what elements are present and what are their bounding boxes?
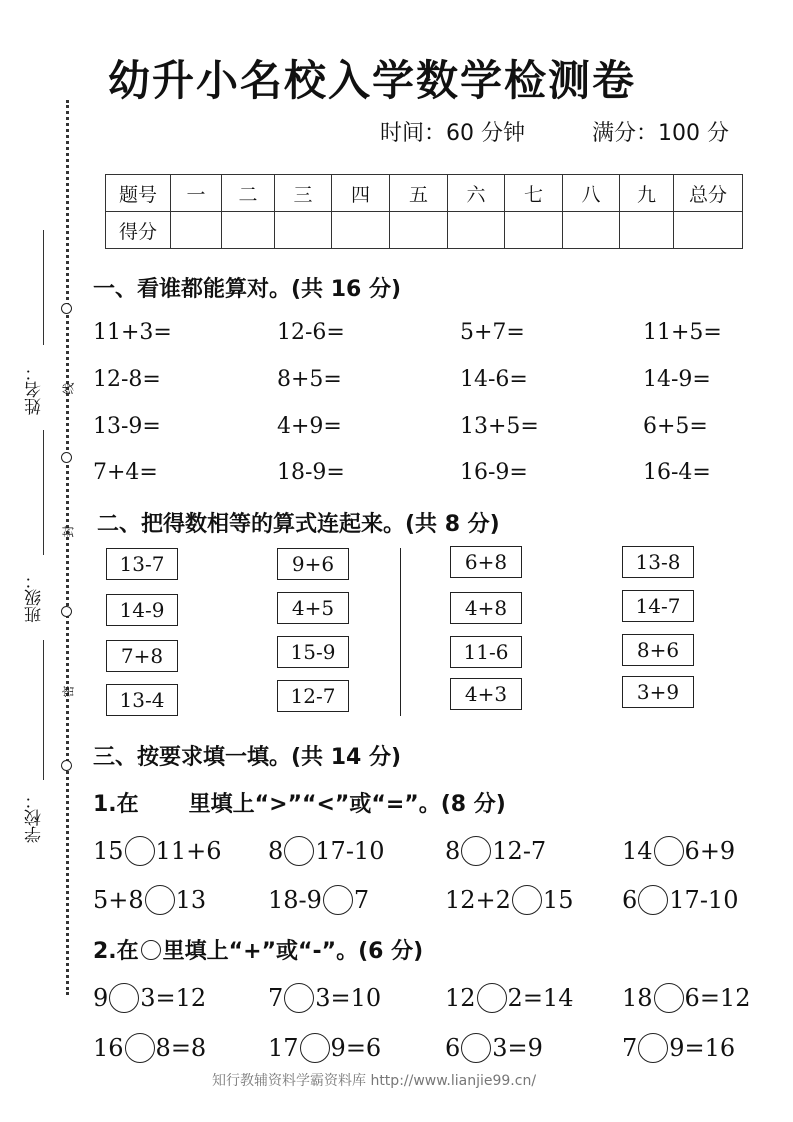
- table-cell: 八: [563, 175, 620, 212]
- arithmetic-item: 8+5=: [277, 367, 342, 392]
- match-box[interactable]: 12-7: [277, 680, 349, 712]
- score-label: 满分：: [592, 121, 659, 146]
- score-cell[interactable]: [448, 212, 505, 249]
- arithmetic-item: 13+5=: [460, 414, 539, 439]
- answer-circle[interactable]: [125, 836, 155, 866]
- table-cell: 七: [505, 175, 563, 212]
- table-cell: 四: [332, 175, 390, 212]
- compare-item: 5+8 13: [93, 886, 207, 914]
- arithmetic-item: 11+5=: [643, 320, 722, 345]
- compare-item: 14 6+9: [622, 837, 736, 865]
- answer-circle[interactable]: [125, 1033, 155, 1063]
- compare-item: 8 17-10: [268, 837, 385, 865]
- circle-icon: [141, 940, 161, 960]
- answer-circle[interactable]: [512, 885, 542, 915]
- match-box[interactable]: 4+8: [450, 592, 522, 624]
- name-label: 姓名：: [25, 364, 45, 416]
- operator-item: 12 2=14: [445, 984, 574, 1012]
- match-box[interactable]: 9+6: [277, 548, 349, 580]
- arithmetic-item: 6+5=: [643, 414, 708, 439]
- table-cell: 题号: [106, 175, 171, 212]
- section3-part2-heading: [93, 934, 423, 965]
- compare-item: 6 17-10: [622, 886, 739, 914]
- score-cell[interactable]: [222, 212, 275, 249]
- score-cell[interactable]: [275, 212, 332, 249]
- match-box[interactable]: 6+8: [450, 546, 522, 578]
- seal-char-mi: 密: [61, 685, 76, 698]
- arithmetic-item: 14-9=: [643, 367, 711, 392]
- binding-dotted-line: [66, 100, 69, 995]
- match-box[interactable]: 11-6: [450, 636, 522, 668]
- school-label: 学校：: [25, 792, 45, 844]
- answer-circle[interactable]: [638, 1033, 668, 1063]
- score-table-header-row: [106, 175, 743, 212]
- score-cell[interactable]: [332, 212, 390, 249]
- match-box[interactable]: 13-8: [622, 546, 694, 578]
- answer-circle[interactable]: [323, 885, 353, 915]
- name-underline: [43, 230, 44, 345]
- table-cell: 一: [171, 175, 222, 212]
- answer-circle[interactable]: [461, 836, 491, 866]
- operator-item: 7 3=10: [268, 984, 382, 1012]
- arithmetic-item: 5+7=: [460, 320, 525, 345]
- compare-item: 8 12-7: [445, 837, 547, 865]
- operator-item: 18 6=12: [622, 984, 751, 1012]
- time-info: [380, 116, 525, 147]
- binding-ring: [61, 452, 72, 463]
- answer-circle[interactable]: [284, 983, 314, 1013]
- table-cell: 六: [448, 175, 505, 212]
- score-table: [105, 174, 743, 249]
- section3-part1-heading: [93, 787, 506, 818]
- answer-circle[interactable]: [284, 836, 314, 866]
- score-info: [592, 116, 729, 147]
- answer-circle[interactable]: [638, 885, 668, 915]
- seal-char-xian: 线: [61, 382, 76, 395]
- arithmetic-item: 16-9=: [460, 460, 528, 485]
- score-cell[interactable]: [390, 212, 448, 249]
- table-cell: 二: [222, 175, 275, 212]
- score-cell[interactable]: [563, 212, 620, 249]
- operator-item: 16 8=8: [93, 1034, 207, 1062]
- school-underline: [43, 640, 44, 780]
- table-cell: 三: [275, 175, 332, 212]
- score-cell[interactable]: [674, 212, 743, 249]
- arithmetic-item: 12-8=: [93, 367, 161, 392]
- arithmetic-item: 18-9=: [277, 460, 345, 485]
- time-value: 60 分钟: [446, 121, 526, 146]
- arithmetic-item: 14-6=: [460, 367, 528, 392]
- arithmetic-item: 7+4=: [93, 460, 158, 485]
- compare-item: 18-9 7: [268, 886, 370, 914]
- answer-circle[interactable]: [654, 983, 684, 1013]
- answer-circle[interactable]: [654, 836, 684, 866]
- arithmetic-item: 13-9=: [93, 414, 161, 439]
- score-value: 100 分: [658, 121, 730, 146]
- match-box[interactable]: 7+8: [106, 640, 178, 672]
- table-cell: 九: [620, 175, 674, 212]
- table-cell: 五: [390, 175, 448, 212]
- match-box[interactable]: 3+9: [622, 676, 694, 708]
- part1-pre: 1.在: [93, 792, 139, 817]
- arithmetic-item: 11+3=: [93, 320, 172, 345]
- part2-post: 里填上“+”或“-”。(6 分): [162, 939, 424, 964]
- table-cell: 得分: [106, 212, 171, 249]
- compare-item: 12+2 15: [445, 886, 574, 914]
- match-box[interactable]: 4+3: [450, 678, 522, 710]
- match-box[interactable]: 4+5: [277, 592, 349, 624]
- section2-heading: 二、把得数相等的算式连起来。(共 8 分): [97, 512, 500, 537]
- seal-char-feng: 封: [61, 525, 76, 538]
- compare-item: 15 11+6: [93, 837, 222, 865]
- operator-item: 7 9=16: [622, 1034, 736, 1062]
- match-box[interactable]: 13-4: [106, 684, 178, 716]
- binding-ring: [61, 303, 72, 314]
- score-cell[interactable]: [620, 212, 674, 249]
- page-title: 幼升小名校入学数学检测卷: [108, 56, 637, 105]
- table-cell: 总分: [674, 175, 743, 212]
- score-cell[interactable]: [505, 212, 563, 249]
- class-label: 班级：: [25, 572, 45, 624]
- part1-post: 里填上“>”“<”或“=”。(8 分): [188, 792, 506, 817]
- operator-item: 9 3=12: [93, 984, 207, 1012]
- match-box[interactable]: 15-9: [277, 636, 349, 668]
- answer-circle[interactable]: [109, 983, 139, 1013]
- match-box[interactable]: 13-7: [106, 548, 178, 580]
- section1-heading: 一、看谁都能算对。(共 16 分): [93, 277, 402, 302]
- match-box[interactable]: 14-7: [622, 590, 694, 622]
- class-underline: [43, 430, 44, 555]
- arithmetic-item: 12-6=: [277, 320, 345, 345]
- answer-circle[interactable]: [300, 1033, 330, 1063]
- section3-heading: 三、按要求填一填。(共 14 分): [93, 745, 402, 770]
- answer-circle[interactable]: [145, 885, 175, 915]
- answer-circle[interactable]: [477, 983, 507, 1013]
- arithmetic-item: 4+9=: [277, 414, 342, 439]
- column-divider: [400, 548, 401, 716]
- binding-ring: [61, 760, 72, 771]
- answer-circle[interactable]: [461, 1033, 491, 1063]
- time-label: 时间：: [380, 121, 447, 146]
- score-cell[interactable]: [171, 212, 222, 249]
- match-box[interactable]: 8+6: [622, 634, 694, 666]
- part2-pre: 2.在: [93, 939, 139, 964]
- binding-ring: [61, 606, 72, 617]
- match-box[interactable]: 14-9: [106, 594, 178, 626]
- footer-watermark: 知行教辅资料学霸资料库 http://www.lianjie99.cn/: [212, 1073, 537, 1089]
- score-table-score-row: [106, 212, 743, 249]
- arithmetic-item: 16-4=: [643, 460, 711, 485]
- operator-item: 6 3=9: [445, 1034, 543, 1062]
- operator-item: 17 9=6: [268, 1034, 382, 1062]
